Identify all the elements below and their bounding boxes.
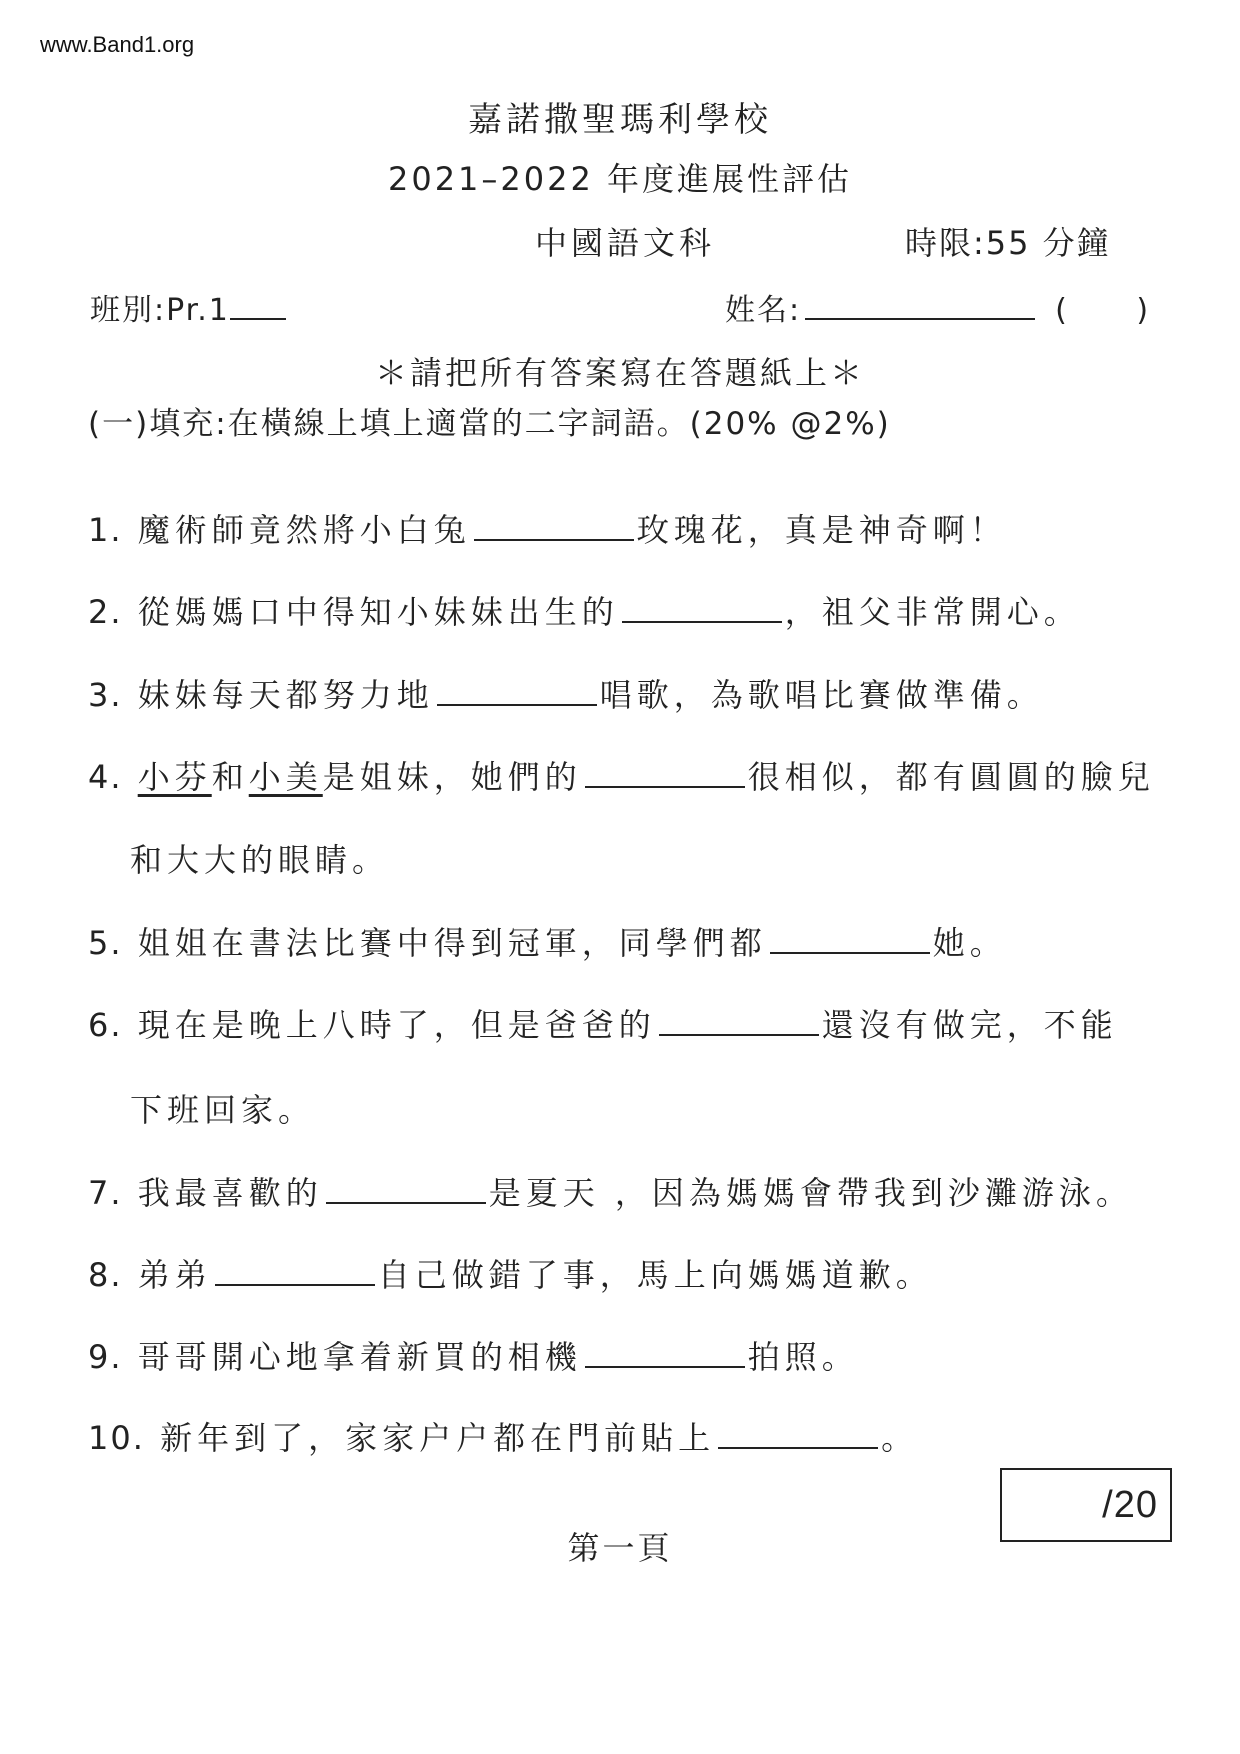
question-5 [88, 918, 1007, 964]
answer-blank [718, 1417, 878, 1449]
answer-blank [770, 922, 930, 954]
school-name: 嘉諾撒聖瑪利學校 [468, 100, 772, 140]
question-number: 3. [88, 676, 123, 714]
question-number: 7. [88, 1174, 123, 1212]
class-field [90, 285, 286, 329]
class-number-paren: ( ) [1055, 293, 1179, 328]
answer-blank [215, 1254, 375, 1286]
question-4-continued: 和大大的眼睛。 [130, 841, 390, 879]
question-text-after: 還沒有做完，不能 [821, 1006, 1118, 1044]
question-number: 1. [88, 511, 123, 549]
question-number: 2. [88, 593, 123, 631]
score-total: /20 [1102, 1484, 1158, 1526]
question-6 [88, 1000, 1118, 1046]
proper-name-1: 小芬 [137, 758, 212, 796]
answer-blank [585, 1336, 745, 1368]
name-label: 姓名: [725, 293, 802, 328]
page-number: 第一頁 [567, 1529, 673, 1567]
question-number: 10. [88, 1419, 145, 1457]
question-number: 9. [88, 1338, 123, 1376]
question-text: 是姐妹，她們的 [322, 758, 582, 796]
class-blank [230, 290, 286, 320]
question-text-after: 她。 [932, 924, 1007, 962]
question-text-after: ，祖父非常開心。 [784, 593, 1081, 631]
question-text-after: 。 [881, 1419, 919, 1457]
section-heading: (一)填充:在橫線上填上適當的二字詞語。(20% @2%) [88, 406, 891, 442]
time-limit: 時限:55 分鐘 [905, 224, 1111, 262]
answer-blank [622, 591, 782, 623]
question-4 [88, 752, 1155, 798]
question-text-after: 是夏天 ，因為媽媽會帶我到沙灘游泳。 [488, 1174, 1133, 1212]
question-number: 4. [88, 758, 123, 796]
question-number: 6. [88, 1006, 123, 1044]
question-2 [88, 587, 1081, 633]
question-text-before: 現在是晚上八時了，但是爸爸的 [137, 1006, 656, 1044]
question-7 [88, 1168, 1133, 1214]
question-8 [88, 1250, 933, 1296]
answer-blank [326, 1172, 486, 1204]
instruction: ＊請把所有答案寫在答題紙上＊ [374, 354, 865, 392]
question-text-before: 姐姐在書法比賽中得到冠軍，同學們都 [137, 924, 767, 962]
proper-name-2: 小美 [248, 758, 323, 796]
question-1 [88, 505, 1007, 551]
question-text-before: 魔術師竟然將小白兔 [137, 511, 471, 549]
question-3 [88, 670, 1044, 716]
watermark: www.Band1.org [40, 32, 195, 57]
question-6-continued: 下班回家。 [130, 1091, 316, 1129]
question-text-before: 哥哥開心地拿着新買的相機 [137, 1338, 582, 1376]
question-text-before: 妹妹每天都努力地 [137, 676, 434, 714]
answer-blank [659, 1004, 819, 1036]
question-text-after: 玫瑰花，真是神奇啊！ [636, 511, 1007, 549]
question-text-after: 很相似，都有圓圓的臉兒 [747, 758, 1155, 796]
question-text-before: 新年到了，家家户户都在門前貼上 [160, 1419, 716, 1457]
question-text-before: 從媽媽口中得知小妹妹出生的 [137, 593, 619, 631]
question-text-before: 弟弟 [137, 1256, 212, 1294]
question-text-after: 自己做錯了事，馬上向媽媽道歉。 [377, 1256, 933, 1294]
question-9 [88, 1332, 859, 1378]
question-10 [88, 1413, 918, 1459]
answer-blank [474, 509, 634, 541]
question-number: 5. [88, 924, 123, 962]
question-text-before: 我最喜歡的 [137, 1174, 323, 1212]
question-text-after: 拍照。 [747, 1338, 859, 1376]
question-number: 8. [88, 1256, 123, 1294]
name-field [725, 285, 1178, 329]
question-text: 和 [211, 758, 249, 796]
subject: 中國語文科 [535, 224, 716, 262]
question-text-after: 唱歌，為歌唱比賽做準備。 [599, 676, 1044, 714]
exam-title: 2021–2022 年度進展性評估 [387, 160, 853, 198]
answer-blank [437, 674, 597, 706]
name-blank [805, 290, 1035, 320]
answer-blank [585, 756, 745, 788]
class-label: 班別:Pr.1 [90, 293, 230, 328]
